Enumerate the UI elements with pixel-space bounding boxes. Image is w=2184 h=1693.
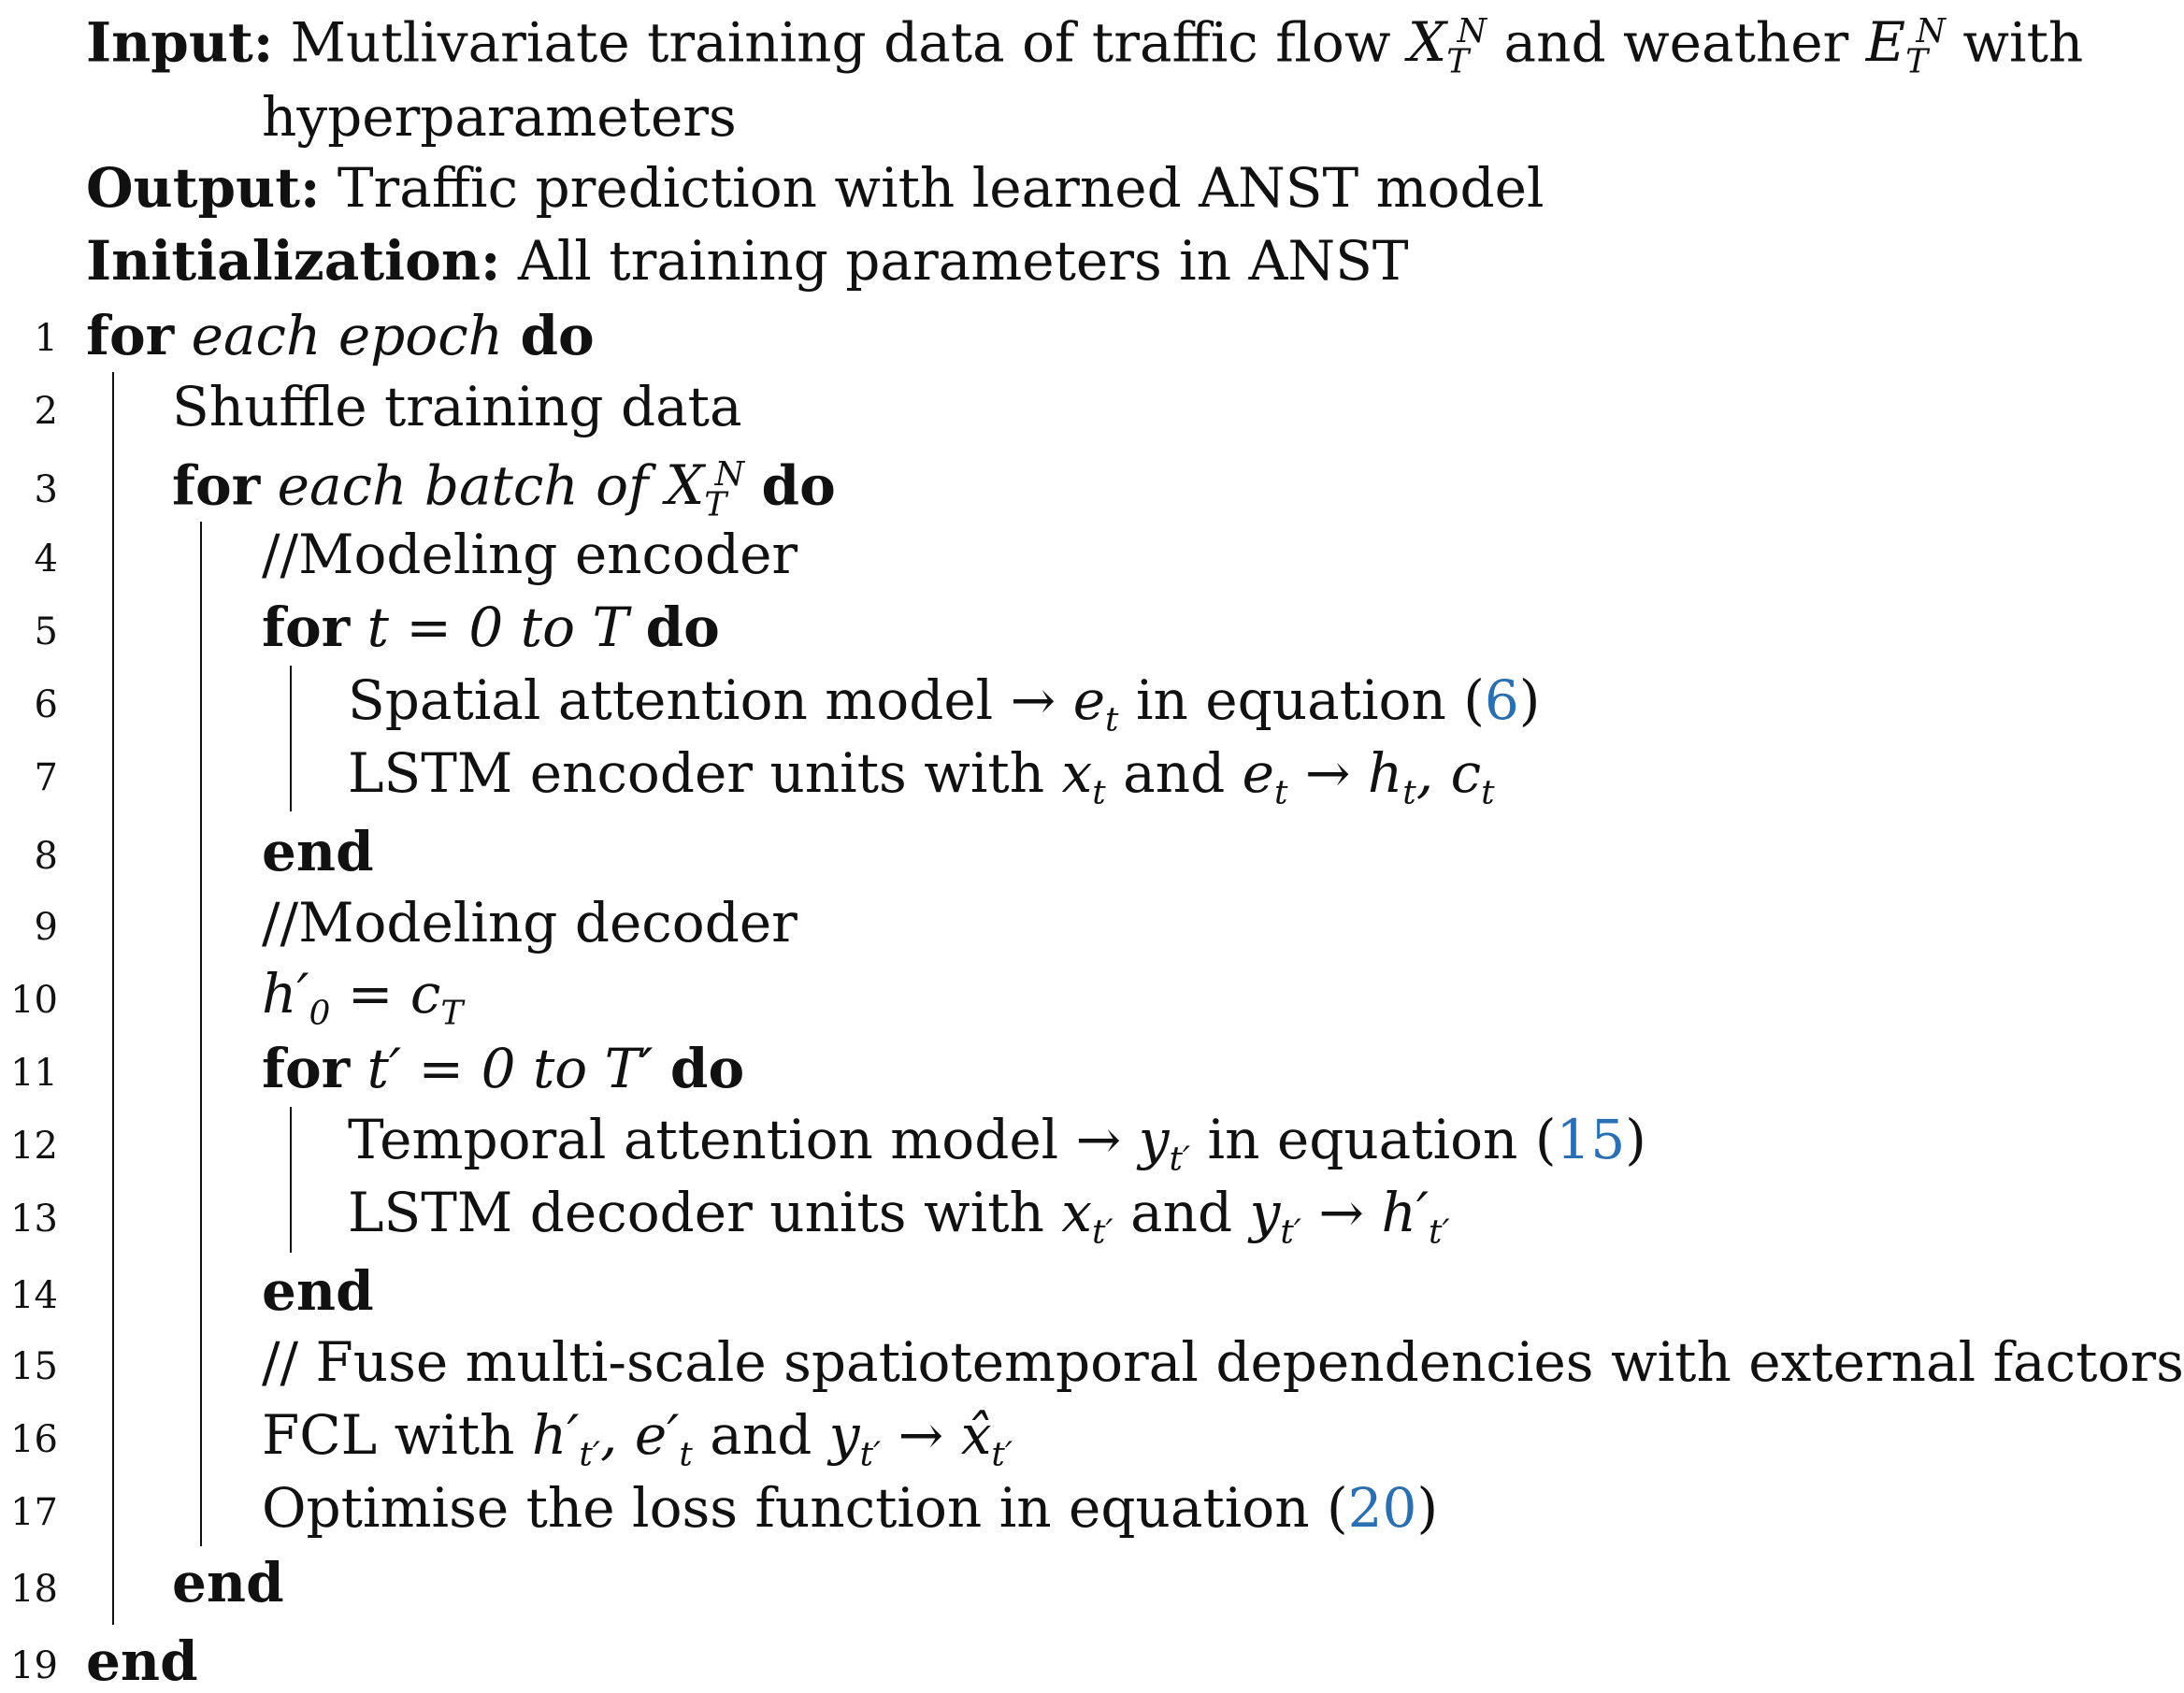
line-number: 13 — [10, 1198, 58, 1241]
arrow: → — [1075, 1108, 1122, 1171]
line-9: //Modeling decoder — [262, 891, 797, 954]
math-xtp: $x_{t'}$ — [1061, 1181, 1114, 1252]
block-bar-batch — [200, 522, 202, 1546]
math-xt: $x_t$ — [1061, 741, 1106, 812]
arrow: → — [1010, 668, 1056, 732]
line-number: 10 — [10, 979, 58, 1022]
input-text-b: and weather — [1503, 10, 1849, 75]
line-4: //Modeling encoder — [262, 523, 798, 586]
line-11: for t′ = 0 to T′ do — [262, 1037, 745, 1100]
block-bar-decoder — [290, 1107, 292, 1253]
arrow: → — [1318, 1181, 1365, 1244]
line-number: 8 — [34, 835, 58, 878]
line-14: end — [262, 1259, 374, 1323]
line-number: 14 — [10, 1274, 58, 1317]
line-number: 2 — [34, 390, 58, 433]
line-number: 5 — [34, 610, 58, 653]
math-tp-range: t′ = 0 — [366, 1037, 516, 1100]
input-line-cont: hyperparameters — [262, 85, 737, 149]
input-line — [86, 10, 2084, 81]
arrow: → — [1304, 741, 1351, 805]
line-5: for t = 0 to T do — [262, 595, 720, 659]
line-number: 9 — [34, 906, 58, 949]
line-number: 4 — [34, 538, 58, 581]
line-10: $h'_0 = c_T$ — [262, 962, 464, 1033]
equation-ref-15[interactable]: 15 — [1556, 1108, 1626, 1171]
line-15: // Fuse multi-scale spatiotemporal dependencies with external factors — [262, 1330, 2184, 1394]
line-1: for each epoch do — [86, 304, 595, 367]
init-line — [86, 229, 1409, 293]
line-number: 17 — [10, 1491, 58, 1534]
line-number: 7 — [34, 756, 58, 799]
line-12: Temporal attention model → $y_{t'}$ in equation (15) — [348, 1108, 1646, 1179]
block-bar-epoch — [112, 372, 114, 1625]
math-xtn: $X_T^N$ — [665, 453, 745, 524]
arrow: → — [898, 1403, 944, 1467]
math-htp: $h'_{t'}$ — [1381, 1181, 1450, 1252]
math-t-range: t = 0 — [366, 595, 504, 659]
line-number: 3 — [34, 468, 58, 511]
line-13: LSTM decoder units with $x_{t'}$ and $y_{t'} \to h'_{t'}$ — [348, 1181, 1450, 1252]
line-17: Optimise the loss function in equation (20) — [262, 1476, 1439, 1540]
init-text: All training parameters in ANST — [517, 229, 1409, 293]
line-number: 11 — [10, 1052, 58, 1095]
equation-ref-6[interactable]: 6 — [1484, 668, 1519, 732]
line-16: FCL with $h'_{t'}$, $e'_t$ and $y_{t'}$ → $x̂_{t'}$ — [262, 1403, 1013, 1474]
line-8: end — [262, 820, 374, 883]
output-text: Traffic prediction with learned ANST model — [337, 156, 1545, 220]
input-label: Input: — [86, 10, 274, 75]
input-text-c: with — [1962, 10, 2084, 75]
line-number: 18 — [10, 1568, 58, 1611]
line-number: 12 — [10, 1125, 58, 1168]
output-line — [86, 156, 1545, 220]
math-et: $e_t$ — [1242, 741, 1288, 812]
line-number: 16 — [10, 1418, 58, 1461]
math-et: $e_t$ — [1072, 668, 1119, 739]
line-3: for each batch of $X_T^N$ do — [172, 453, 836, 524]
math-htp-etp: $h'_{t'}$, $e'_t$ — [531, 1403, 693, 1474]
line-number: 1 — [34, 317, 58, 360]
line-number: 6 — [34, 683, 58, 726]
block-bar-encoder — [290, 666, 292, 811]
math-ytp: $y_{t'}$ — [1249, 1181, 1301, 1252]
line-6: Spatial attention model → $e_t$ in equation (6) — [348, 668, 1541, 739]
line-18: end — [172, 1551, 284, 1614]
line-number: 19 — [10, 1644, 58, 1687]
equation-ref-20[interactable]: 20 — [1347, 1476, 1417, 1540]
math-ht-ct: $h_t$, $c_t$ — [1367, 741, 1495, 812]
math-Tp: T′ — [604, 1037, 654, 1100]
math-ytp: $y_{t'}$ — [828, 1403, 882, 1474]
output-label: Output: — [86, 156, 321, 220]
init-label: Initialization: — [86, 229, 501, 293]
math-T: T — [592, 595, 629, 659]
math-ytp: $y_{t'}$ — [1138, 1108, 1191, 1179]
line-7: LSTM encoder units with $x_t$ and $e_t \to h_t$, $c_t$ — [348, 741, 1495, 812]
math-xhat: $x̂_{t'}$ — [960, 1403, 1013, 1474]
math-xtn: $X_T^N$ — [1407, 10, 1487, 81]
line-19: end — [86, 1629, 198, 1693]
input-text-a: Mutlivariate training data of traffic flow — [290, 10, 1391, 75]
math-etn: $E_T^N$ — [1865, 10, 1946, 81]
line-number: 15 — [10, 1345, 58, 1388]
line-2: Shuffle training data — [172, 375, 742, 438]
